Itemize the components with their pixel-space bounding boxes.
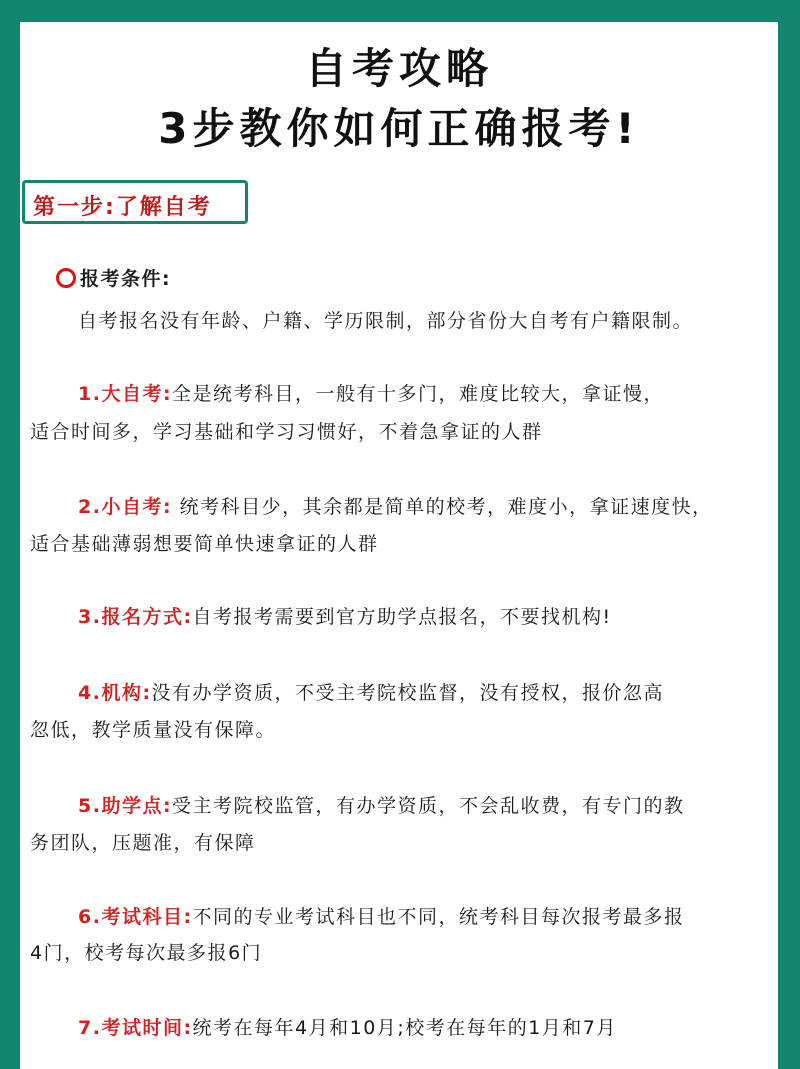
item-3-text: 自考报考需要到官方助学点报名，不要找机构!: [192, 606, 612, 628]
item-4-label: 4.机构:: [78, 682, 152, 704]
item-1-line2: 适合时间多，学习基础和学习习惯好，不着急拿证的人群: [30, 421, 543, 443]
step1-box: [22, 180, 248, 224]
item-3-label: 3.报名方式:: [78, 606, 193, 628]
item-1-text: 全是统考科目，一般有十多门，难度比较大，拿证慢，: [172, 383, 665, 405]
item-5-line2: 务团队，压题准，有保障: [30, 832, 256, 854]
circle-bullet-icon: [56, 268, 76, 288]
item-1-line1: [78, 379, 664, 406]
item-7-label: 7.考试时间:: [78, 1017, 193, 1039]
item-2-text: 统考科目少，其余都是简单的校考，难度小，拿证速度快，: [172, 496, 713, 518]
step1-label: 第一步:了解自考: [33, 195, 212, 220]
item-4-line1: [78, 678, 664, 705]
content-card: [20, 22, 778, 1069]
item-5-line1: [78, 791, 685, 818]
item-6-text: 不同的专业考试科目也不同，统考科目每次报考最多报: [192, 906, 685, 928]
page-subtitle: 3步教你如何正确报考!: [158, 104, 640, 153]
item-6-line1: [78, 902, 685, 929]
item-5-text: 受主考院校监管，有办学资质，不会乱收费，有专门的教: [172, 795, 685, 817]
page-title: 自考攻略: [304, 44, 493, 93]
item-2-line2: 适合基础薄弱想要简单快速拿证的人群: [30, 533, 379, 555]
item-2-label: 2.小自考:: [78, 496, 173, 518]
item-4-line2: 忽低，教学质量没有保障。: [30, 719, 277, 741]
item-5-label: 5.助学点:: [78, 795, 173, 817]
item-7-line1: [78, 1013, 617, 1040]
conditions-heading: 报考条件:: [80, 268, 172, 290]
conditions-text: 自考报名没有年龄、户籍、学历限制，部分省份大自考有户籍限制。: [78, 310, 694, 332]
item-2-line1: [78, 492, 713, 519]
item-3-line1: [78, 602, 612, 629]
item-7-text: 统考在每年4月和10月;校考在每年的1月和7月: [192, 1017, 617, 1039]
item-1-label: 1.大自考:: [78, 383, 173, 405]
item-6-label: 6.考试科目:: [78, 906, 193, 928]
item-4-text: 没有办学资质，不受主考院校监督，没有授权，报价忽高: [151, 682, 665, 704]
item-6-line2: 4门，校考每次最多报6门: [30, 942, 263, 964]
